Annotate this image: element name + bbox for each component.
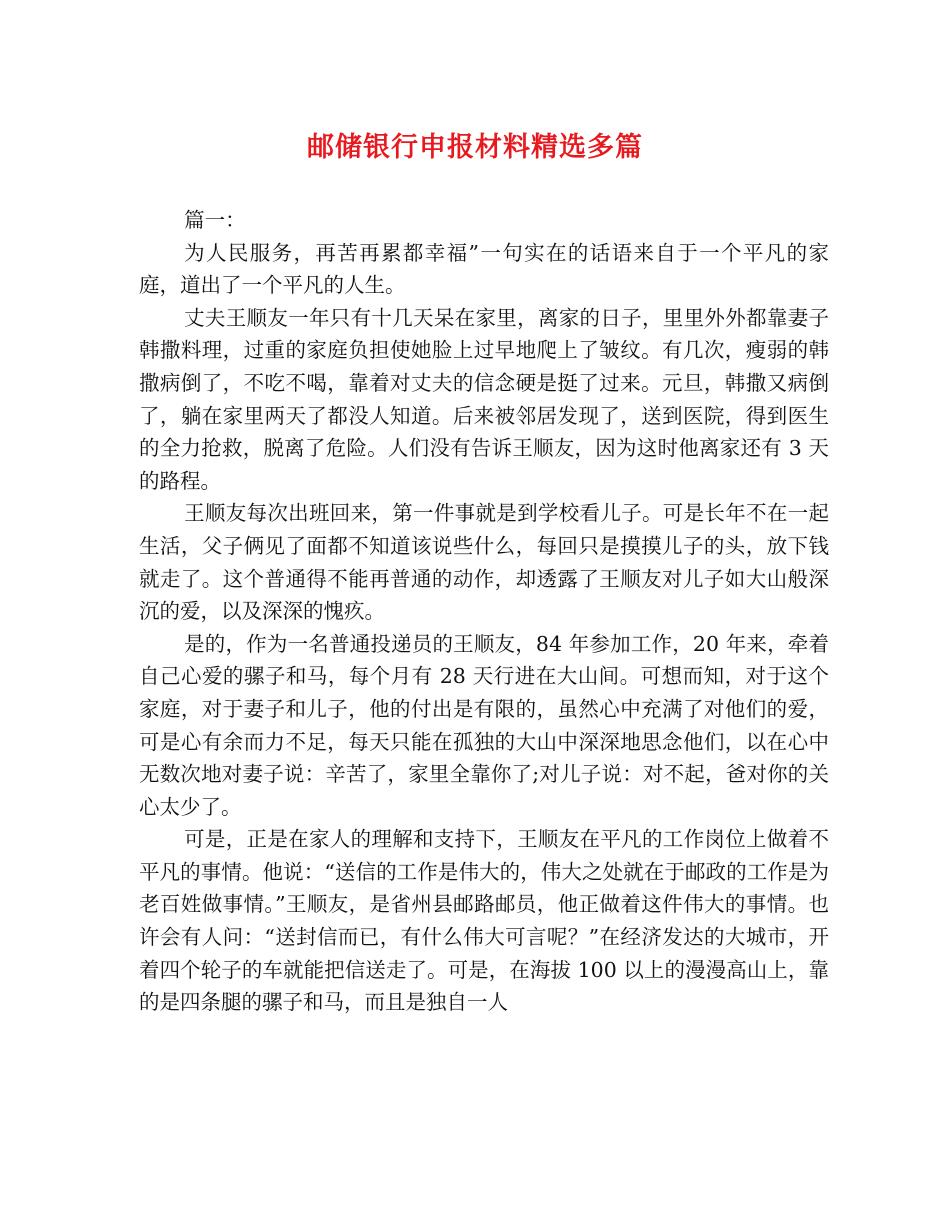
document-title: 邮储银行申报材料精选多篇 — [307, 132, 643, 163]
paragraph: 丈夫王顺友一年只有十几天呆在家里，离家的日子，里里外外都靠妻子韩撒料理，过重的家庭负担使她脸上过早地爬上了皱纹。有几次，瘦弱的韩撒病倒了，不吃不喝，靠着对丈夫的信念硬是挺了过来。元旦，韩撒又病倒了，躺在家里两天了都没人知道。后来被邻居发现了，送到医院，得到医生的全力抢救，脱离了危险。人们没有告诉王顺友，因为这时他离家还有 3 天的路程。 — [139, 305, 829, 493]
paragraph: 王顺友每次出班回来，第一件事就是到学校看儿子。可是长年不在一起生活，父子俩见了面都不知道该说些什么，每回只是摸摸儿子的头，放下钱就走了。这个普通得不能再普通的动作，却透露了王顺友对儿子如大山般深沉的爱，以及深深的愧疚。 — [139, 501, 829, 624]
paragraph: 为人民服务，再苦再累都幸福”一句实在的话语来自于一个平凡的家庭，道出了一个平凡的人生。 — [139, 240, 829, 298]
paragraph: 是的，作为一名普通投递员的王顺友，84 年参加工作，20 年来，牵着自己心爱的骡子和马，每个月有 28 天行进在大山间。可想而知，对于这个家庭，对于妻子和儿子，他的付出是有限的，虽然心中充满了对他们的爱，可是心有余而力不足，每天只能在孤独的大山中深深地思念他们，以在心中无数次地对妻子说：辛苦了，家里全靠你了;对儿子说：对不起，爸对你的关心太少了。 — [139, 631, 829, 819]
section-heading: 篇一： — [184, 208, 246, 232]
document-body — [139, 204, 829, 1019]
paragraph: 可是，正是在家人的理解和支持下，王顺友在平凡的工作岗位上做着不平凡的事情。他说：“送信的工作是伟大的，伟大之处就在于邮政的工作是为老百姓做事情。”王顺友，是省州县邮路邮员，他正做着这件伟大的事情。也许会有人问：“送封信而已，有什么伟大可言呢？”在经济发达的大城市，开着四个轮子的车就能把信送走了。可是，在海拔 100 以上的漫漫高山上，靠的是四条腿的骡子和马，而且是独自一人 — [139, 827, 829, 1015]
